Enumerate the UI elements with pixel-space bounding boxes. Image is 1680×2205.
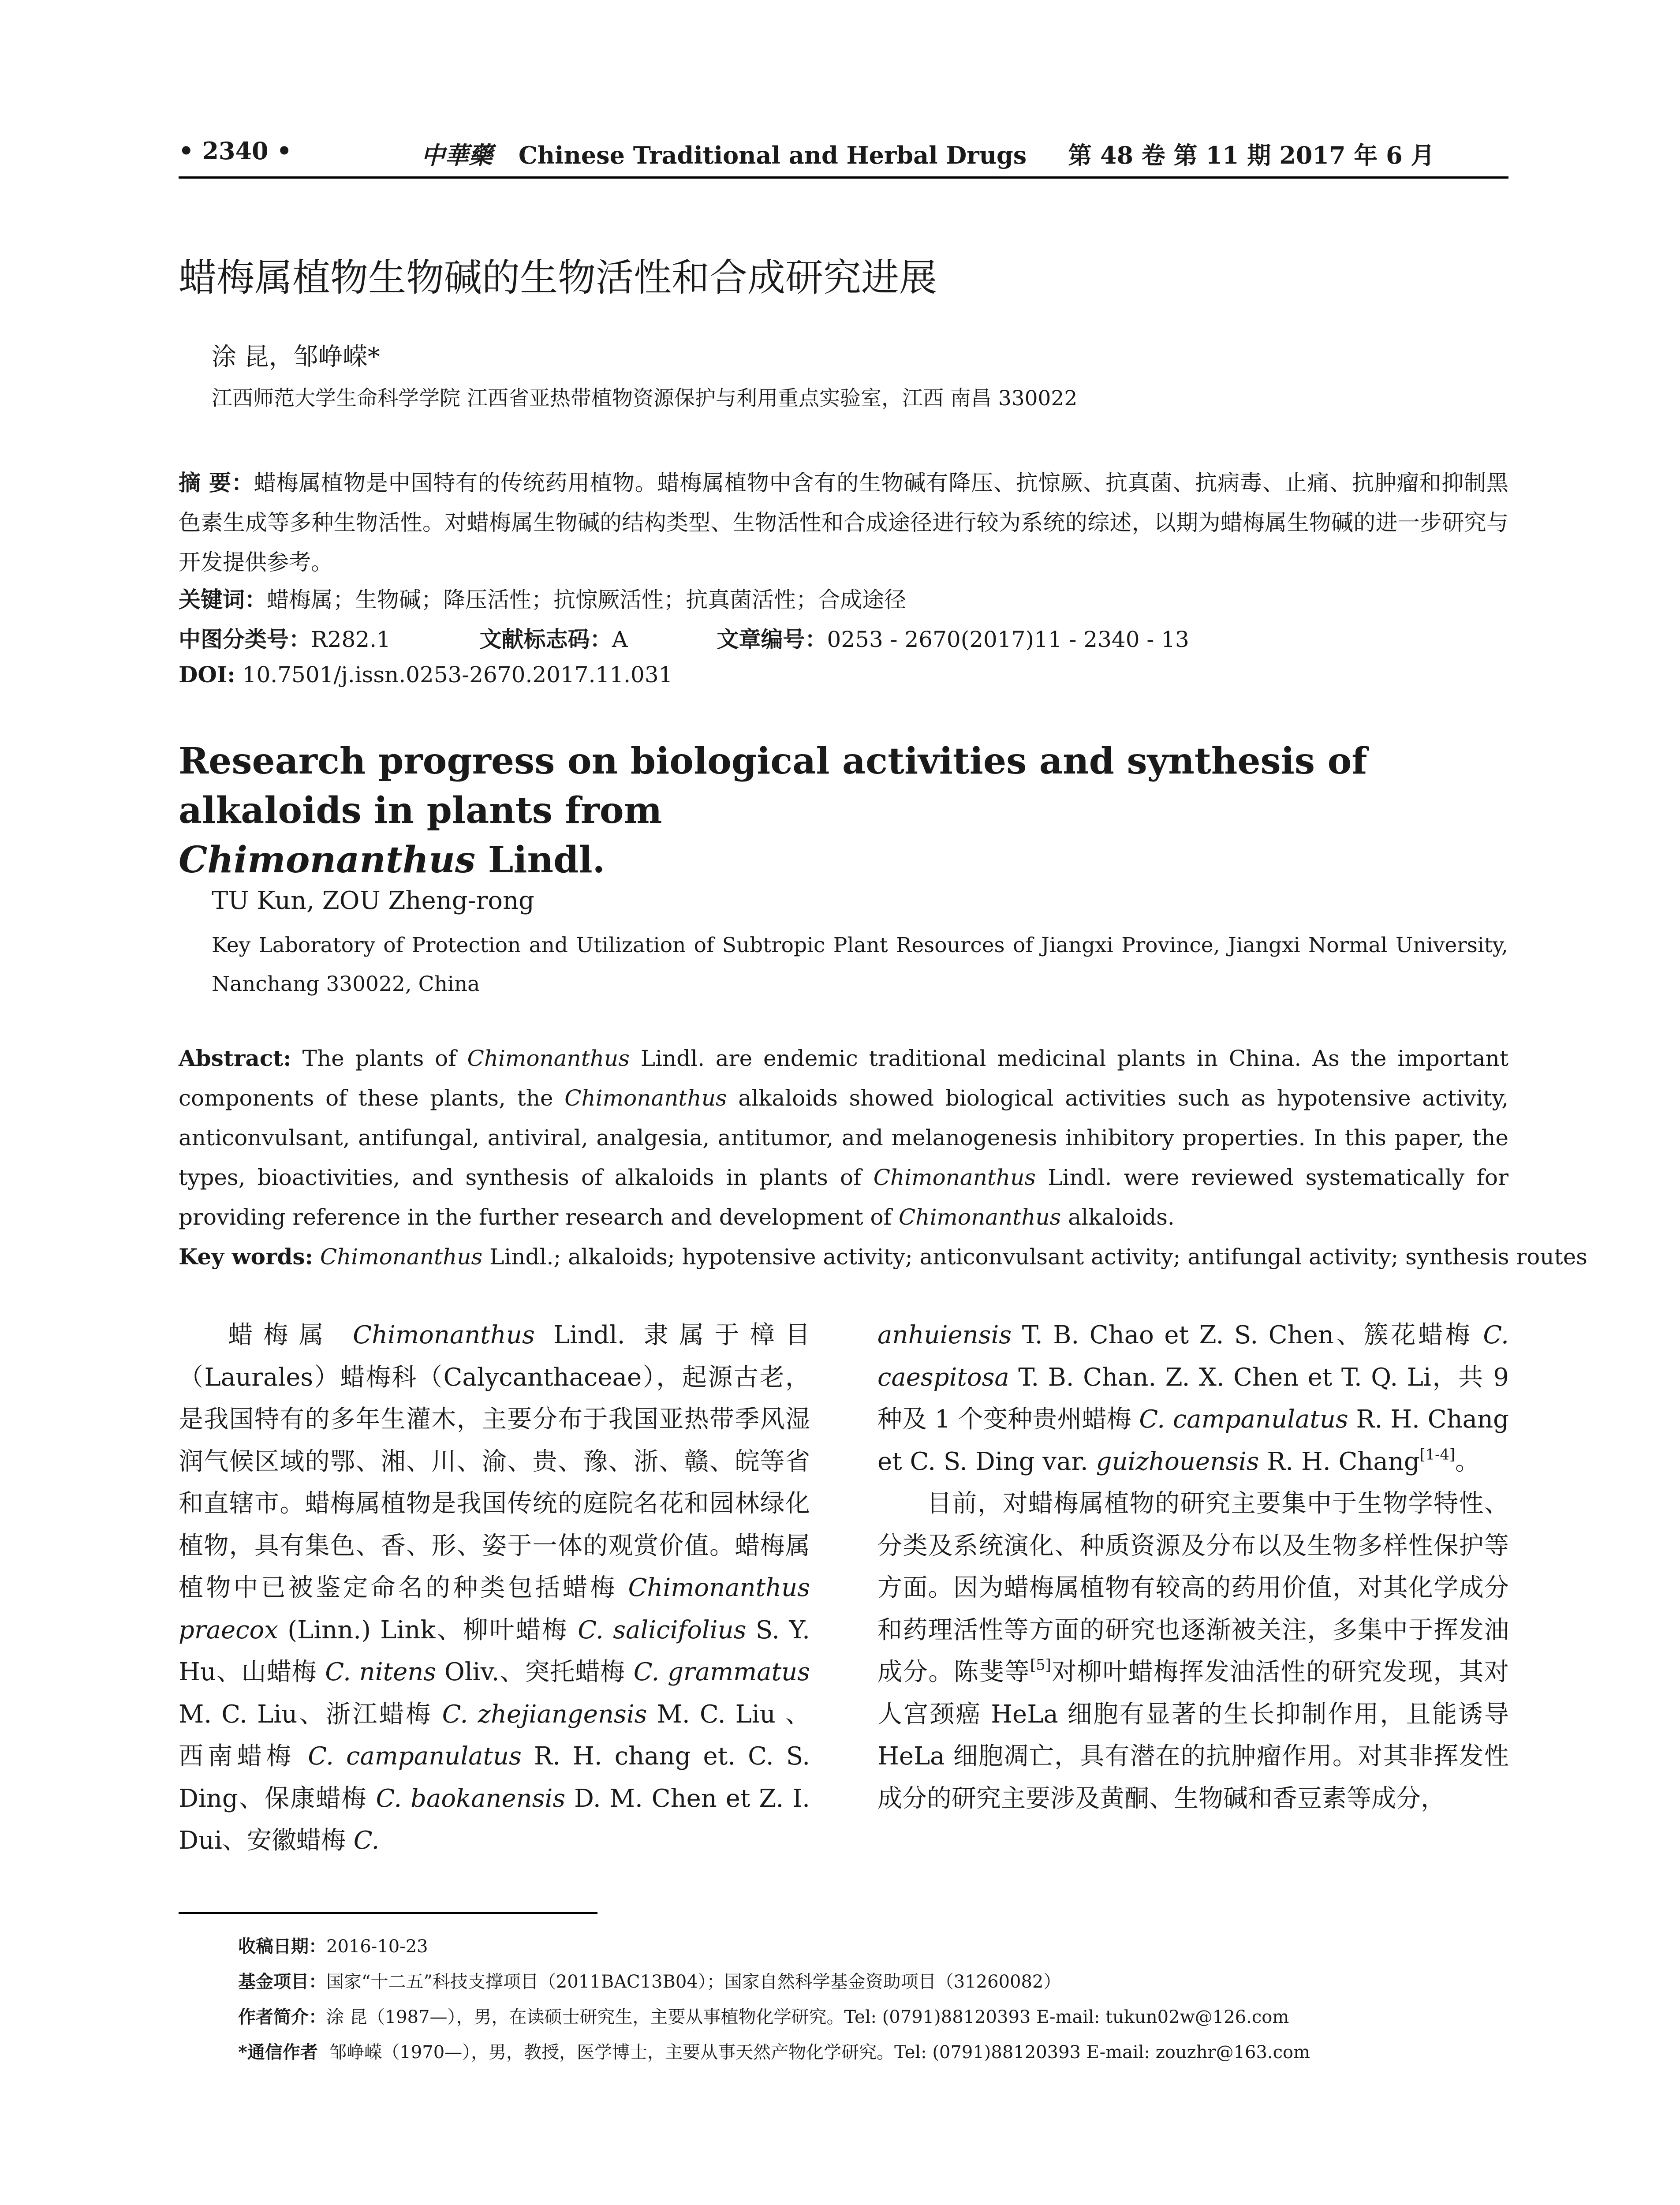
- abstract-en-label: Abstract:: [179, 1045, 291, 1071]
- genus-italic: Chimonanthus: [564, 1085, 727, 1111]
- authors-cn: 涂 昆，邹峥嵘*: [212, 343, 380, 371]
- citation-ref: [5]: [1030, 1656, 1051, 1674]
- title-en-genus: Chimonanthus: [179, 839, 476, 881]
- doi-value: 10.7501/j.issn.0253-2670.2017.11.031: [242, 662, 673, 688]
- affiliation-cn: 江西师范大学生命科学学院 江西省亚热带植物资源保护与利用重点实验室，江西 南昌 330022: [212, 386, 1078, 411]
- journal-line: [421, 137, 1435, 171]
- title-cn: 蜡梅属植物生物碱的生物活性和合成研究进展: [179, 256, 937, 300]
- abstract-en-text: alkaloids.: [1068, 1204, 1175, 1230]
- issue-info: 第 48 卷 第 11 期 2017 年 6 月: [1068, 141, 1435, 169]
- body-paragraph: 目前，对蜡梅属植物的研究主要集中于生物学特性、分类及系统演化、种质资源及分布以及生物多样性保护等方面。因为蜡梅属植物有较高的药用价值，对其化学成分和药理活性等方面的研究也逐渐被关注，多集中于挥发油成分。陈斐等[5]对柳叶蜡梅挥发油活性的研究发现，其对人宫颈癌 HeLa 细胞有显著的生长抑制作用，且能诱导 HeLa 细胞凋亡，具有潜在的抗肿瘤作用。对其非挥发性成分的研究主要涉及黄酮、生物碱和香豆素等成分，: [877, 1489, 1509, 1813]
- doc-code-value: A: [612, 627, 628, 652]
- keywords-cn-label: 关键词：: [179, 587, 267, 613]
- classification-line: [179, 622, 1189, 654]
- abstract-en-text: The plants of: [302, 1046, 456, 1071]
- body-column-right: [877, 1314, 1509, 1820]
- title-en-main: Research progress on biological activities and synthesis of alkaloids in plants from: [179, 740, 1367, 832]
- article-no-value: 0253 - 2670(2017)11 - 2340 - 13: [827, 627, 1189, 652]
- title-en: [179, 736, 1519, 885]
- affiliation-en: Key Laboratory of Protection and Utilization of Subtropic Plant Resources of Jiangxi Province, Jiangxi Normal University, Nanchang 330022, China: [212, 933, 1508, 996]
- page-number: • 2340 •: [179, 137, 292, 165]
- title-en-tail: Lindl.: [488, 839, 605, 881]
- keywords-cn: [179, 582, 906, 614]
- running-header: [179, 132, 1508, 168]
- genus-italic: Chimonanthus: [467, 1046, 630, 1071]
- footnote-corresponding: *通信作者 邹峥嵘（1970—），男，教授，医学博士，主要从事天然产物化学研究。Tel: (0791)88120393 E-mail: zouzhr@163.com: [238, 2042, 1310, 2063]
- keywords-en-text: Lindl.; alkaloids; hypotensive activity; anticonvulsant activity; antifungal activity; synthesis routes: [489, 1244, 1587, 1270]
- clc-label: 中图分类号：: [179, 626, 311, 652]
- body-paragraph-continued: anhuiensis T. B. Chao et Z. S. Chen、簇花蜡梅 C. caespitosa T. B. Chan. Z. X. Chen et T. Q. Li，共 9 种及 1 个变种贵州蜡梅 C. campanulatus R. H. Chang et C. S. Ding var. guizhouensis R. H. Chang[1-4]。: [877, 1321, 1509, 1476]
- abstract-cn-label: 摘 要：: [179, 470, 254, 496]
- abstract-en-text: Lindl. were reviewed systematically for providing reference in the further research and development of: [179, 1165, 1508, 1230]
- keywords-en: [179, 1244, 1587, 1270]
- journal-logo-text: 中華藥: [421, 141, 493, 169]
- body-column-left: [179, 1314, 810, 1862]
- header-rule: [179, 176, 1508, 179]
- doc-code-label: 文献标志码：: [479, 626, 612, 652]
- clc-value: R282.1: [311, 627, 391, 652]
- footnote-author: 作者简介：涂 昆（1987—），男，在读硕士研究生，主要从事植物化学研究。Tel: (0791)88120393 E-mail: tukun02w@126.com: [238, 2007, 1289, 2027]
- authors-en: TU Kun, ZOU Zheng-rong: [212, 886, 534, 915]
- citation-ref: [1-4]: [1419, 1445, 1455, 1463]
- footnote-rule: [179, 1912, 597, 1914]
- genus-italic: Chimonanthus: [320, 1244, 483, 1270]
- abstract-en-text: Lindl. are endemic traditional medicinal plants in China. As the important components of these plants, the: [179, 1046, 1508, 1111]
- keywords-cn-text: 蜡梅属；生物碱；降压活性；抗惊厥活性；抗真菌活性；合成途径: [267, 587, 906, 613]
- doi-line: [179, 662, 672, 688]
- body-paragraph: 蜡梅属 Chimonanthus Lindl. 隶属于樟目（Laurales）蜡梅科（Calycanthaceae），起源古老，是我国特有的多年生灌木，主要分布于我国亚热带季风湿润气候区域的鄂、湘、川、渝、贵、豫、浙、赣、皖等省和直辖市。蜡梅属植物是我国传统的庭院名花和园林绿化植物，具有集色、香、形、姿于一体的观赏价值。蜡梅属植物中已被鉴定命名的种类包括蜡梅 Chimonanthus praecox (Linn.) Link、柳叶蜡梅 C. salicifolius S. Y. Hu、山蜡梅 C. nitens Oliv.、突托蜡梅 C. grammatus M. C. Liu、浙江蜡梅 C. zhejiangensis M. C. Liu 、 西南蜡梅 C. campanulatus R. H. chang et. C. S. Ding、保康蜡梅 C. baokanensis D. M. Chen et Z. I. Dui、安徽蜡梅 C.: [179, 1321, 810, 1855]
- article-no-label: 文章编号：: [717, 626, 827, 652]
- abstract-en-text: alkaloids showed biological activities such as hypotensive activity, anticonvulsant, antifungal, antiviral, analgesia, antitumor, and melanogenesis inhibitory properties. In this paper, the types, bioactivities, and synthesis of alkaloids in plants of: [179, 1085, 1508, 1190]
- doi-label: DOI:: [179, 662, 235, 688]
- abstract-cn-text: 蜡梅属植物是中国特有的传统药用植物。蜡梅属植物中含有的生物碱有降压、抗惊厥、抗真菌、抗病毒、止痛、抗肿瘤和抑制黑色素生成等多种生物活性。对蜡梅属生物碱的结构类型、生物活性和合成途径进行较为系统的综述，以期为蜡梅属生物碱的进一步研究与开发提供参考。: [179, 470, 1508, 575]
- genus-italic: Chimonanthus: [873, 1165, 1036, 1190]
- footnote-received: 收稿日期：2016-10-23: [238, 1936, 428, 1957]
- abstract-en: [179, 1039, 1508, 1237]
- footnote-funding: 基金项目：国家“十二五”科技支撑项目（2011BAC13B04）；国家自然科学基金资助项目（31260082）: [238, 1971, 1061, 1992]
- abstract-cn: [179, 463, 1508, 582]
- keywords-en-label: Key words:: [179, 1244, 313, 1270]
- genus-italic: Chimonanthus: [898, 1204, 1061, 1230]
- journal-name: Chinese Traditional and Herbal Drugs: [518, 141, 1027, 169]
